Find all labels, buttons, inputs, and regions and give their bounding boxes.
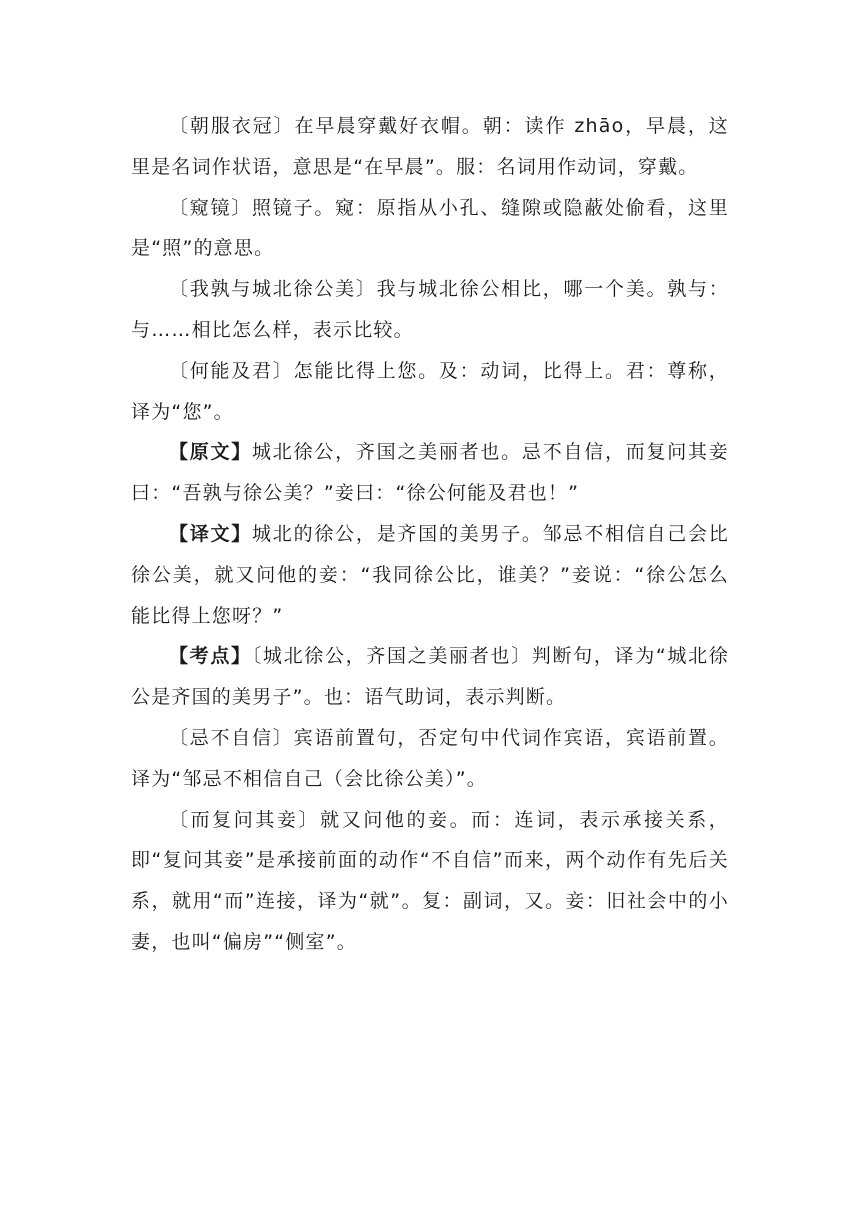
paragraph-original-text bbox=[131, 432, 729, 514]
paragraph-text: 〔我孰与城北徐公美〕我与城北徐公相比，哪一个美。孰与：与……相比怎么样，表示比较。 bbox=[131, 278, 729, 341]
paragraph-text: 城北徐公，齐国之美丽者也。忌不自信，而复问其妾曰：“吾孰与徐公美？”妾曰：“徐公何能及君也！” bbox=[131, 441, 729, 505]
section-label-translation: 【译文】 bbox=[169, 522, 253, 545]
paragraph-annotation-erfuwen bbox=[131, 800, 729, 963]
section-label-original: 【原文】 bbox=[169, 441, 253, 464]
paragraph-text: 〔窥镜〕照镜子。窥：原指从小孔、缝隙或隐蔽处偷看，这里是“照”的意思。 bbox=[131, 196, 729, 260]
paragraph-annotation-zhaofu bbox=[131, 106, 729, 188]
paragraph-key-points bbox=[131, 636, 729, 718]
paragraph-annotation-kuijing bbox=[131, 188, 729, 270]
paragraph-annotation-shuyu bbox=[131, 269, 729, 351]
paragraph-text: 〔而复问其妾〕就又问他的妾。而：连词，表示承接关系，即“复问其妾”是承接前面的动作“不自信”而来，两个动作有先后关系，就用“而”连接，译为“就”。复：副词，又。妾：旧社会中的小妻，也叫“偏房”“侧室”。 bbox=[131, 808, 729, 953]
paragraph-text: 城北的徐公，是齐国的美男子。邹忌不相信自己会比徐公美，就又问他的妾：“我同徐公比，谁美？”妾说：“徐公怎么能比得上您呀？” bbox=[131, 522, 729, 627]
paragraph-text: 〔城北徐公，齐国之美丽者也〕判断句，译为“城北徐公是齐国的美男子”。也：语气助词，表示判断。 bbox=[131, 645, 729, 709]
paragraph-annotation-buzixin bbox=[131, 718, 729, 800]
paragraph-text: 〔何能及君〕怎能比得上您。及：动词，比得上。君：尊称，译为“您”。 bbox=[131, 359, 729, 423]
section-label-key-points: 【考点】 bbox=[169, 645, 252, 668]
paragraph-text: 〔忌不自信〕宾语前置句，否定句中代词作宾语，宾语前置。译为“邹忌不相信自己（会比徐公美）”。 bbox=[131, 726, 729, 790]
document-page bbox=[131, 106, 729, 963]
paragraph-text: 〔朝服衣冠〕在早晨穿戴好衣帽。朝：读作 zhāo，早晨，这里是名词作状语，意思是“在早晨”。服：名词用作动词，穿戴。 bbox=[131, 115, 729, 178]
paragraph-annotation-heneng bbox=[131, 351, 729, 433]
paragraph-translation bbox=[131, 514, 729, 636]
